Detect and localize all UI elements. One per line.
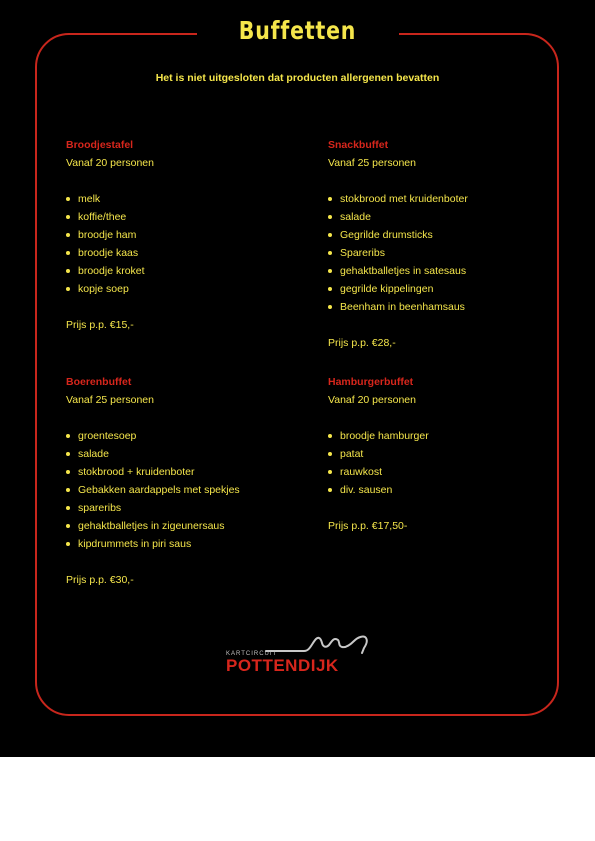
- item-label: groentesoep: [78, 430, 137, 442]
- item-label: kipdrummets in piri saus: [78, 538, 192, 550]
- bullet-icon: [328, 434, 332, 438]
- bullet-icon: [66, 488, 70, 492]
- list-item: [66, 262, 306, 280]
- section-subtitle: Vanaf 25 personen: [66, 394, 154, 406]
- item-label: broodje kroket: [78, 265, 145, 277]
- page-title: Buffetten: [238, 16, 357, 45]
- list-item: [328, 190, 568, 208]
- list-item: [66, 445, 306, 463]
- section-price: Prijs p.p. €28,-: [328, 337, 396, 349]
- list-item: [66, 280, 306, 298]
- list-item: [328, 208, 568, 226]
- list-item: [66, 208, 306, 226]
- bullet-icon: [328, 488, 332, 492]
- bullet-icon: [66, 287, 70, 291]
- item-list: [328, 427, 568, 499]
- bullet-icon: [66, 506, 70, 510]
- list-item: [328, 445, 568, 463]
- bullet-icon: [328, 470, 332, 474]
- allergen-notice: Het is niet uitgesloten dat producten allergenen bevatten: [155, 72, 440, 84]
- section-title: Boerenbuffet: [66, 376, 132, 388]
- list-item: [328, 226, 568, 244]
- item-label: kopje soep: [78, 283, 129, 295]
- item-label: Spareribs: [340, 247, 385, 259]
- item-label: salade: [340, 211, 371, 223]
- list-item: [66, 244, 306, 262]
- bullet-icon: [66, 233, 70, 237]
- bullet-icon: [66, 452, 70, 456]
- item-label: gehaktballetjes in zigeunersaus: [78, 520, 225, 532]
- item-label: stokbrood + kruidenboter: [78, 466, 195, 478]
- list-item: [66, 463, 306, 481]
- section-subtitle: Vanaf 25 personen: [328, 157, 416, 169]
- list-item: [66, 517, 306, 535]
- item-list: [66, 190, 306, 298]
- bullet-icon: [66, 197, 70, 201]
- bullet-icon: [328, 305, 332, 309]
- list-item: [328, 244, 568, 262]
- logo-wordmark: POTTENDIJK: [226, 656, 339, 675]
- list-item: [66, 481, 306, 499]
- list-item: [66, 499, 306, 517]
- list-item: [66, 226, 306, 244]
- section-broodjestafel: [66, 136, 306, 334]
- section-price: Prijs p.p. €30,-: [66, 574, 134, 586]
- item-list: [66, 427, 306, 553]
- bullet-icon: [328, 215, 332, 219]
- item-label: Gebakken aardappels met spekjes: [78, 484, 240, 496]
- bullet-icon: [328, 251, 332, 255]
- item-label: melk: [78, 193, 101, 205]
- bullet-icon: [328, 233, 332, 237]
- item-label: broodje ham: [78, 229, 137, 241]
- bullet-icon: [66, 251, 70, 255]
- item-label: stokbrood met kruidenboter: [340, 193, 468, 205]
- section-price: Prijs p.p. €15,-: [66, 319, 134, 331]
- list-item: [328, 262, 568, 280]
- pottendijk-logo: [226, 631, 372, 677]
- bullet-icon: [66, 269, 70, 273]
- list-item: [66, 427, 306, 445]
- item-label: spareribs: [78, 502, 122, 514]
- item-label: rauwkost: [340, 466, 383, 478]
- item-list: [328, 190, 568, 316]
- bullet-icon: [328, 452, 332, 456]
- bullet-icon: [66, 524, 70, 528]
- list-item: [328, 298, 568, 316]
- section-hamburgerbuffet: [328, 373, 568, 535]
- section-title: Snackbuffet: [328, 139, 389, 151]
- item-label: koffie/thee: [78, 211, 127, 223]
- bullet-icon: [328, 269, 332, 273]
- item-label: broodje hamburger: [340, 430, 429, 442]
- list-item: [66, 190, 306, 208]
- list-item: [66, 535, 306, 553]
- section-price: Prijs p.p. €17,50-: [328, 520, 408, 532]
- list-item: [328, 427, 568, 445]
- bullet-icon: [328, 197, 332, 201]
- item-label: gehaktballetjes in satesaus: [340, 265, 467, 277]
- section-boerenbuffet: [66, 373, 306, 589]
- item-label: gegrilde kippelingen: [340, 283, 434, 295]
- section-title: Broodjestafel: [66, 139, 134, 151]
- item-label: Beenham in beenhamsaus: [340, 301, 465, 313]
- bullet-icon: [66, 542, 70, 546]
- item-label: broodje kaas: [78, 247, 139, 259]
- bullet-icon: [328, 287, 332, 291]
- list-item: [328, 463, 568, 481]
- list-item: [328, 481, 568, 499]
- bullet-icon: [66, 434, 70, 438]
- item-label: div. sausen: [340, 484, 393, 496]
- item-label: salade: [78, 448, 109, 460]
- section-subtitle: Vanaf 20 personen: [66, 157, 154, 169]
- section-snackbuffet: [328, 136, 568, 352]
- section-title: Hamburgerbuffet: [328, 376, 414, 388]
- bullet-icon: [66, 470, 70, 474]
- bullet-icon: [66, 215, 70, 219]
- logo-subtitle: KARTCIRCUIT: [226, 651, 278, 657]
- item-label: patat: [340, 448, 364, 460]
- item-label: Gegrilde drumsticks: [340, 229, 433, 241]
- list-item: [328, 280, 568, 298]
- section-subtitle: Vanaf 20 personen: [328, 394, 416, 406]
